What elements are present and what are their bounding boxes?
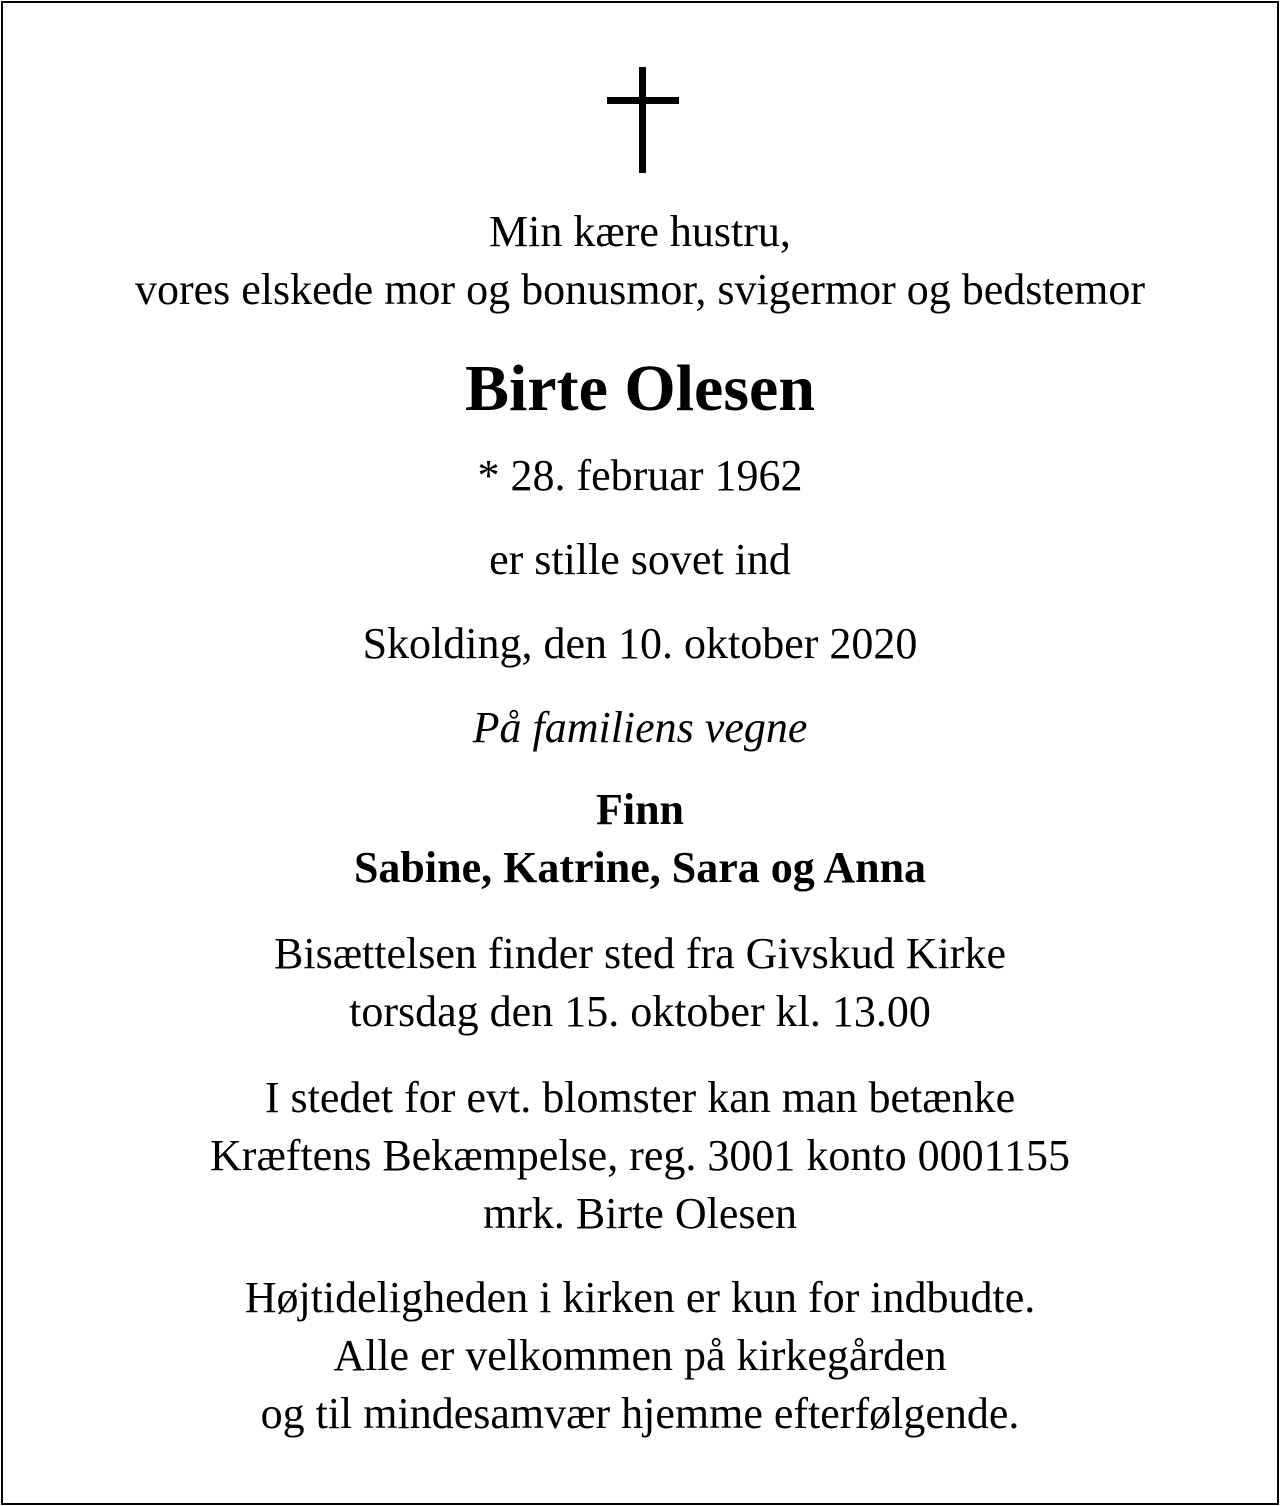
ceremony-info (3, 1269, 1277, 1443)
intro-line-1: Min kære hustru, (489, 207, 791, 256)
place-date: Skolding, den 10. oktober 2020 (362, 619, 918, 668)
family-line-1: Finn (595, 785, 685, 834)
family-line-2: Sabine, Katrine, Sara og Anna (353, 843, 927, 892)
funeral-line-1: Bisættelsen finder sted fra Givskud Kirke (274, 929, 1006, 978)
donation-line-1: I stedet for evt. blomster kan man betænke (264, 1073, 1016, 1122)
cross-icon (607, 67, 679, 173)
intro-line-2: vores elskede mor og bonusmor, svigermor og bedstemor (134, 265, 1146, 314)
funeral-line-2: torsdag den 15. oktober kl. 13.00 (349, 987, 931, 1036)
on-behalf-text: På familiens vegne (472, 703, 808, 752)
ceremony-line-3: og til mindesamvær hjemme efterfølgende. (260, 1389, 1020, 1438)
passed-text: er stille sovet ind (489, 535, 791, 584)
birth-date: * 28. februar 1962 (477, 451, 803, 500)
obituary-notice (1, 1, 1279, 1505)
funeral-info (3, 925, 1277, 1041)
donation-line-3: mrk. Birte Olesen (482, 1189, 798, 1238)
ceremony-line-1: Højtideligheden i kirken er kun for indbudte. (244, 1273, 1036, 1322)
family-names (3, 781, 1277, 897)
donation-info (3, 1069, 1277, 1243)
donation-line-2: Kræftens Bekæmpelse, reg. 3001 konto 0001155 (210, 1131, 1070, 1180)
ceremony-line-2: Alle er velkommen på kirkegården (333, 1331, 947, 1380)
deceased-name: Birte Olesen (464, 352, 816, 425)
intro-text (3, 203, 1277, 319)
